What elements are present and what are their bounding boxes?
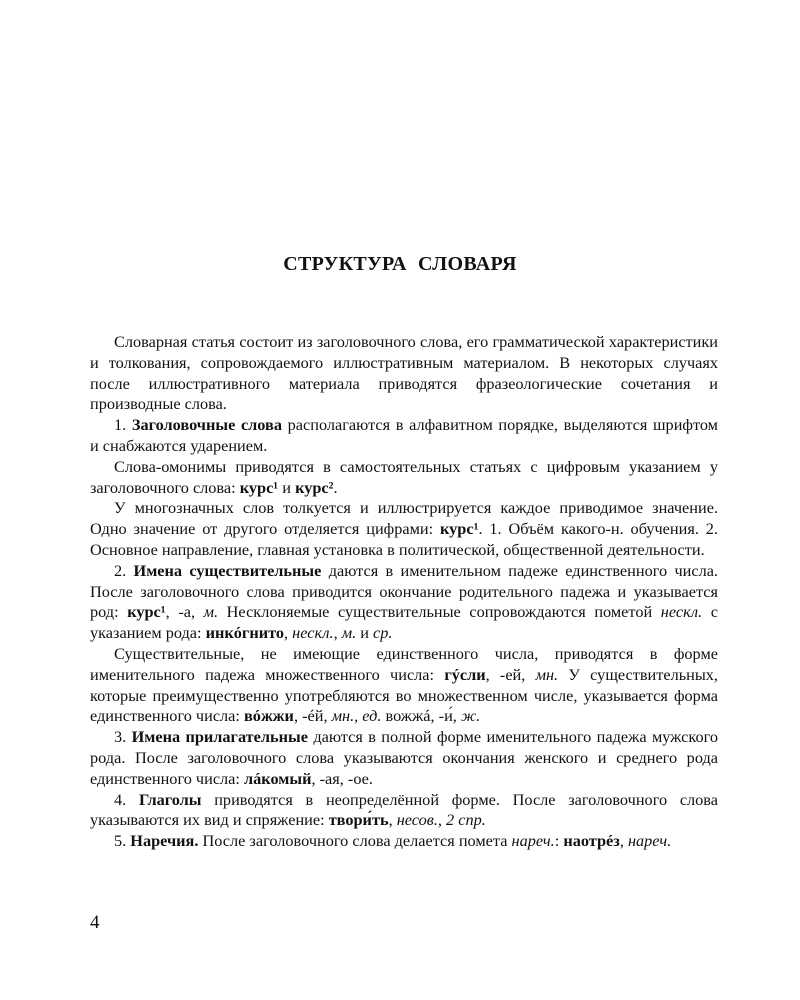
paragraph-text: , xyxy=(619,831,628,851)
term-nouns: Имена существительные xyxy=(133,560,322,580)
example-headword: вóжжи xyxy=(244,706,294,726)
grammar-label: мн., ед. xyxy=(331,706,382,726)
grammar-label: нескл., м. xyxy=(292,623,357,643)
paragraph-text: и xyxy=(278,477,296,497)
item-number: 3. xyxy=(114,727,132,747)
paragraph-adjectives xyxy=(90,727,718,789)
body-text xyxy=(90,332,718,852)
item-number: 2. xyxy=(114,560,134,580)
paragraph-text: , -éй, xyxy=(293,706,332,726)
paragraph-text: У существительных, которые преимущественно употребляются во множественном числе, указывается форма единственного числа: xyxy=(90,664,718,726)
paragraph-polysemy xyxy=(90,498,718,560)
page-number: 4 xyxy=(90,912,100,933)
paragraph-text: вожжá, -и́, xyxy=(381,706,461,726)
paragraph-adverbs xyxy=(90,831,718,852)
paragraph-verbs xyxy=(90,790,718,832)
paragraph-text: : xyxy=(554,831,564,851)
grammar-label: м. xyxy=(203,602,219,622)
paragraph-text: . 1. Объём какого-н. обучения. 2. Основное направление, главная установка в политической, общественной деятельности. xyxy=(90,519,718,559)
paragraph-text: , -а, xyxy=(165,602,204,622)
term-adjectives: Имена прилагательные xyxy=(131,727,308,747)
example-headword: курс² xyxy=(295,477,334,497)
paragraph-text: , -ая, -ое. xyxy=(311,768,373,788)
paragraph-text: с указанием рода: xyxy=(90,602,718,643)
paragraph-homonyms xyxy=(90,457,718,499)
example-headword: наотрéз xyxy=(563,831,620,851)
paragraph-text: приводятся в неопределённой форме. После заголовочного слова указываются их вид и спряжение: xyxy=(90,789,719,830)
grammar-label: нареч. xyxy=(511,831,555,851)
paragraph-text: и xyxy=(356,623,374,643)
term-headwords: Заголовочные слова xyxy=(131,415,282,435)
item-number: 4. xyxy=(114,789,139,809)
paragraph-text: . xyxy=(333,477,338,497)
grammar-label: нескл. xyxy=(660,602,703,622)
example-headword: гýсли xyxy=(444,664,486,684)
paragraph-headwords xyxy=(90,415,718,457)
grammar-label: ср. xyxy=(373,623,393,643)
paragraph-text: У многозначных слов толкуется и иллюстрируется каждое приводимое значение. Одно значение от другого отделяется цифрами: xyxy=(90,498,718,539)
example-headword: твори́ть xyxy=(328,810,389,830)
item-number: 5. xyxy=(114,831,131,851)
term-adverbs: Наречия. xyxy=(130,831,199,851)
paragraph-intro xyxy=(90,332,718,415)
page-title: СТРУКТУРА СЛОВАРЯ xyxy=(283,253,517,275)
paragraph-text: Существительные, не имеющие единственного числа, приводятся в форме именительного падежа множественного числа: xyxy=(90,643,718,684)
paragraph-text: , -ей, xyxy=(485,664,536,684)
paragraph-text: , xyxy=(388,810,397,830)
paragraph-plural-nouns xyxy=(90,644,718,727)
grammar-label: нареч. xyxy=(627,831,672,851)
paragraph-nouns xyxy=(90,561,718,644)
paragraph-text: Несклоняемые существительные сопровождаются пометой xyxy=(218,602,661,622)
paragraph-text: даются в полной форме именительного падежа мужского рода. После заголовочного слова указываются окончания женского и среднего рода единственного числа: xyxy=(90,727,718,788)
paragraph-text: располагаются в алфавитном порядке, выделяются шрифтом и снабжаются ударением. xyxy=(90,415,718,455)
paragraph-text: После заголовочного слова делается помета xyxy=(198,831,512,851)
item-number: 1. xyxy=(114,415,132,435)
term-verbs: Глаголы xyxy=(138,789,202,809)
paragraph-text: , xyxy=(284,623,293,643)
paragraph-text: Словарная статья состоит из заголовочного слова, его грамматической характеристики и толкования, сопровождаемого иллюстративным материалом. В некоторых случаях после иллюстративного материала приводятся фразеологические сочетания и производные слова. xyxy=(90,332,718,414)
paragraph-text: Слова-омонимы приводятся в самостоятельных статьях с цифровым указанием у заголовочного слова: xyxy=(90,456,718,497)
example-headword: лáкомый xyxy=(244,768,312,788)
grammar-label: ж. xyxy=(460,706,481,726)
paragraph-text: даются в именительном падеже единственного числа. После заголовочного слова приводится окончание родительного падежа и указывается род: xyxy=(90,560,718,622)
example-headword: курс¹ xyxy=(127,602,166,622)
example-headword: курс¹ xyxy=(239,477,279,497)
example-headword: инкóгнито xyxy=(205,623,285,643)
grammar-label: несов., 2 спр. xyxy=(396,810,486,830)
grammar-label: мн. xyxy=(535,664,559,684)
example-headword: курс¹ xyxy=(440,519,479,539)
